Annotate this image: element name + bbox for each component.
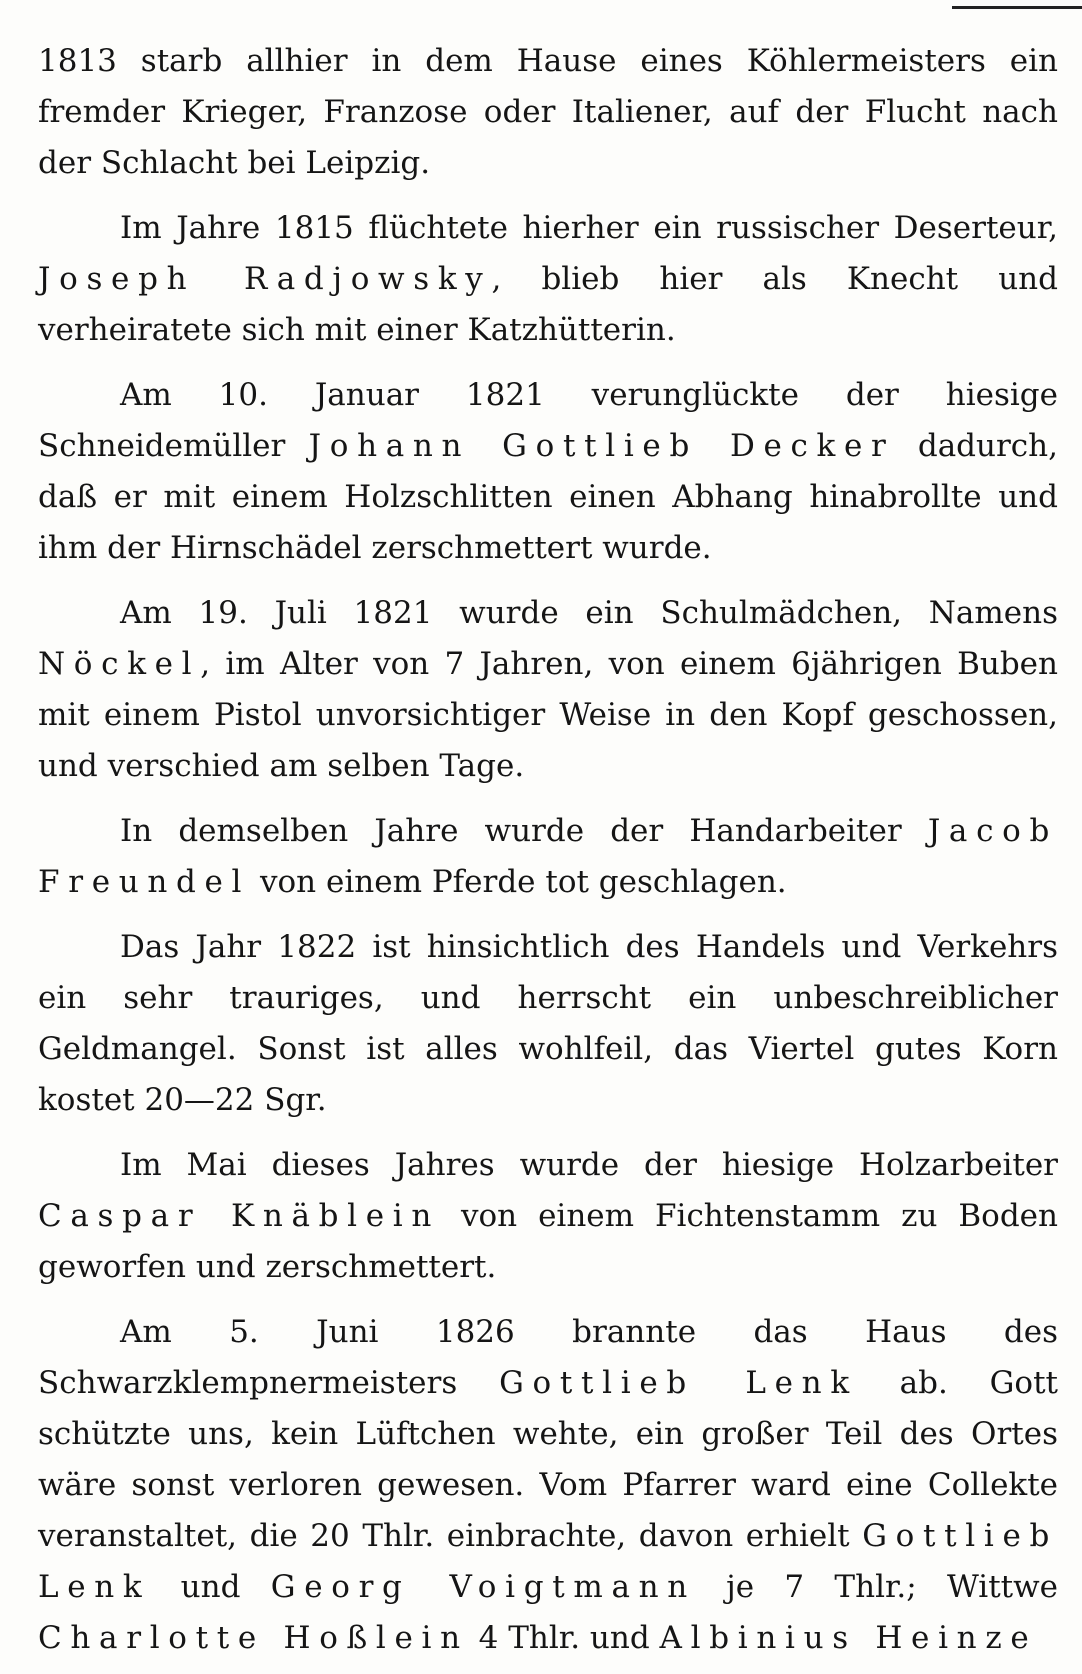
paragraph-text: Am 5. Juni 1826 brannte das Haus des Schwarzklempnermeisters [38, 1314, 1058, 1401]
spaced-name: Caspar Knäblein [38, 1198, 441, 1234]
paragraph-gap [38, 189, 1058, 203]
spaced-name: Albinius Heinze [659, 1620, 1038, 1656]
paragraph-gap [38, 792, 1058, 806]
paragraph-text: Das Jahr 1822 ist hinsichtlich des Handels und Verkehrs ein sehr trauriges, und herrscht ein unbeschreiblicher Geldmangel. Sonst ist alles wohlfeil, das Viertel gutes Korn kostet 20—22 Sgr. [38, 929, 1058, 1118]
paragraph-text: ab. Gott schützte uns, kein Lüftchen wehte, ein großer Teil des Ortes wäre sonst verloren gewesen. Vom Pfarrer ward eine Collekte veranstaltet, die 20 Thlr. einbrachte, davon erhielt [38, 1365, 1058, 1554]
paragraph-text: Am 10. Januar 1821 verunglückte der hiesige Schneidemüller [38, 377, 1058, 464]
paragraph-1 [38, 36, 1058, 189]
text-block [38, 36, 1058, 1664]
paragraph-gap [38, 356, 1058, 370]
paragraph-text: von einem Pferde tot geschlagen. [250, 864, 787, 900]
paragraph-text: von einem Fichtenstamm zu Boden geworfen und zerschmettert. [38, 1198, 1058, 1285]
paragraph-text: , im Alter von 7 Jahren, von einem 6jährigen Buben mit einem Pistol unvorsichtiger Weise in den Kopf geschossen, und verschied am selben Tage. [38, 646, 1058, 784]
paragraph-gap [38, 574, 1058, 588]
paragraph-8 [38, 1307, 1058, 1664]
paragraph-text: Im Mai dieses Jahres wurde der hiesige Holzarbeiter [120, 1147, 1058, 1183]
top-rule [952, 6, 1082, 9]
spaced-name: Georg Voigtmann [270, 1569, 696, 1605]
paragraph-5 [38, 806, 1058, 908]
paragraph-text: In demselben Jahre wurde der Handarbeiter [120, 813, 928, 849]
spaced-name: Jacob Freundel [38, 813, 1058, 900]
paragraph-3 [38, 370, 1058, 574]
paragraph-6 [38, 922, 1058, 1126]
paragraph-2 [38, 203, 1058, 356]
spaced-name: Charlotte Hoßlein [38, 1620, 469, 1656]
paragraph-gap [38, 1126, 1058, 1140]
paragraph-text: dadurch, daß er mit einem Holzschlitten einen Abhang hinabrollte und ihm der Hirnschädel zerschmettert wurde. [38, 428, 1058, 566]
paragraph-4 [38, 588, 1058, 792]
paragraph-gap [38, 1293, 1058, 1307]
paragraph-text: 4 Thlr. und [468, 1620, 660, 1656]
spaced-name: Gottlieb Lenk [38, 1518, 1058, 1605]
paragraph-text: , blieb hier als Knecht und verheiratete sich mit einer Katzhütterin. [38, 261, 1058, 348]
paragraph-gap [38, 908, 1058, 922]
spaced-name: Gottlieb Lenk [499, 1365, 858, 1401]
spaced-name: Joseph Radjowsky [38, 261, 492, 297]
paragraph-text: und [150, 1569, 271, 1605]
paragraph-7 [38, 1140, 1058, 1293]
paragraph-text: Im Jahre 1815 flüchtete hierher ein russischer Deserteur, [120, 210, 1058, 246]
spaced-name: Johann Gottlieb Decker [308, 428, 895, 464]
spaced-name: Nöckel [38, 646, 201, 682]
paragraph-text: je 7 Thlr.; Wittwe [695, 1569, 1058, 1605]
paragraph-text: Am 19. Juli 1821 wurde ein Schulmädchen, Namens [120, 595, 1058, 631]
paragraph-text: 1813 starb allhier in dem Hause eines Köhlermeisters ein fremder Krieger, Franzose oder Italiener, auf der Flucht nach der Schlacht bei Leipzig. [38, 43, 1058, 181]
